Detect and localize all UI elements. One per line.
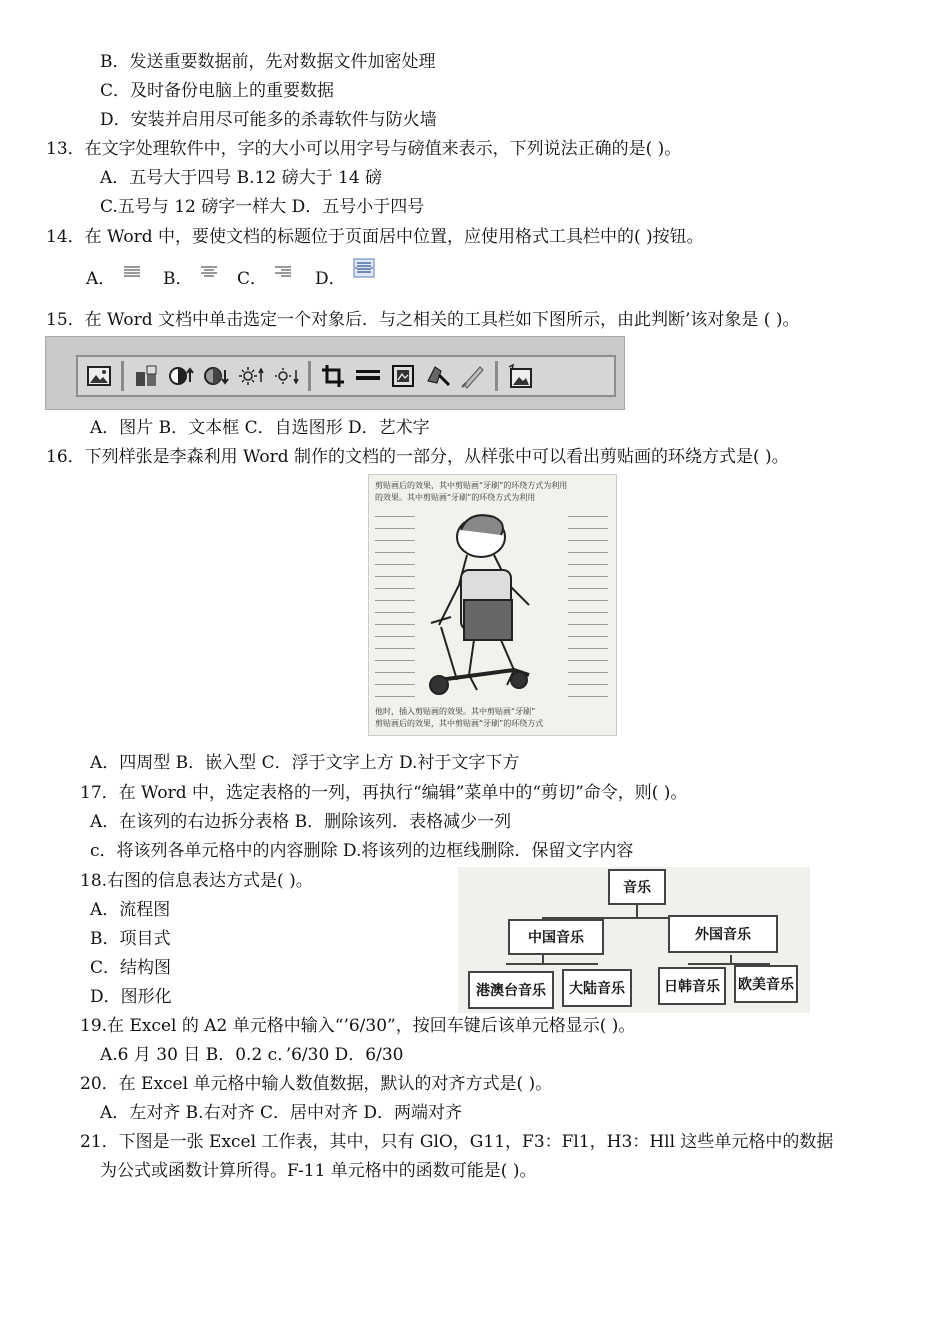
more-contrast-icon	[168, 363, 194, 389]
sample-text-top-2: 的效果。其中剪贴画“牙刷”的环绕方式为利用	[375, 493, 536, 502]
q18-stem: 18.右图的信息表达方式是( )。	[80, 871, 313, 891]
connector	[506, 963, 598, 965]
boy-on-scooter-clipart	[369, 475, 617, 736]
align-center-icon	[200, 264, 218, 280]
q15-stem: 15．在 Word 文档中单击选定一个对象后．与之相关的工具栏如下图所示，由此判断’该对象是 ( )。	[46, 310, 800, 330]
crop-icon	[320, 363, 346, 389]
q14-option-c	[237, 268, 292, 290]
text-wrapping-icon	[390, 363, 416, 389]
picture-toolbar-image	[45, 336, 625, 410]
sample-text-bottom-1: 他时，插入剪贴画的效果。其中剪贴画“牙刷”	[375, 707, 536, 716]
q14-option-a-label: A．	[86, 269, 116, 289]
q18-option-c: C．结构图	[90, 958, 172, 978]
q17-options-1: A．在该列的右边拆分表格 B．删除该列．表格减少一列	[90, 812, 512, 832]
align-justify-icon	[123, 264, 141, 280]
reset-picture-icon	[507, 363, 533, 389]
q13-options-2: C.五号与 12 磅字一样大 D．五号小于四号	[100, 197, 425, 217]
format-picture-icon	[425, 363, 451, 389]
q14-option-d	[315, 268, 375, 290]
node-japan-korea-music: 日韩音乐	[658, 967, 726, 1005]
q17-options-2: c．将该列各单元格中的内容删除 D.将该列的边框线删除．保留文字内容	[90, 841, 634, 861]
q19-stem: 19.在 Excel 的 A2 单元格中输入“’6/30”，按回车键后该单元格显示( )。	[80, 1016, 636, 1036]
q19-options: A.6 月 30 日 B．0.2 c．’6/30 D．6/30	[100, 1045, 404, 1065]
q18-option-a: A．流程图	[90, 900, 171, 920]
align-right-icon	[274, 264, 292, 280]
node-euro-american-music: 欧美音乐	[734, 965, 798, 1003]
q20-options: A．左对齐 B.右对齐 C．居中对齐 D．两端对齐	[100, 1103, 463, 1123]
q16-options: A．四周型 B．嵌入型 C．浮于文字上方 D.衬于文字下方	[90, 753, 520, 773]
q12-option-c: C．及时备份电脑上的重要数据	[100, 81, 335, 101]
q14-option-d-label: D．	[315, 269, 346, 289]
toolbar-separator	[308, 361, 311, 391]
q14-option-b-label: B．	[163, 269, 193, 289]
q18-option-d: D．图形化	[90, 987, 172, 1007]
toolbar-separator	[495, 361, 498, 391]
insert-picture-icon	[86, 363, 112, 389]
node-mainland-music: 大陆音乐	[562, 969, 632, 1007]
q14-stem: 14．在 Word 中，要使文档的标题位于页面居中位置，应使用格式工具栏中的( )按钮。	[46, 227, 704, 247]
q16-stem: 16．下列样张是李森利用 Word 制作的文档的一部分，从样张中可以看出剪贴画的环绕方式是( )。	[46, 447, 789, 467]
more-brightness-icon	[238, 363, 264, 389]
q17-stem: 17．在 Word 中，选定表格的一列，再执行“编辑”菜单中的“剪切”命令，则( )。	[80, 783, 688, 803]
q21-stem-2: 为公式或函数计算所得。F-11 单元格中的函数可能是( )。	[100, 1161, 537, 1181]
q18-option-b: B．项目式	[90, 929, 171, 949]
image-control-icon	[133, 363, 159, 389]
q13-stem: 13．在文字处理软件中，字的大小可以用字号与磅值来表示，下列说法正确的是( )。	[46, 139, 682, 159]
sample-text-bottom-2: 剪贴画后的效果，其中剪贴画“牙刷”的环绕方式	[375, 719, 544, 728]
node-root: 音乐	[608, 869, 666, 905]
less-contrast-icon	[203, 363, 229, 389]
q21-stem-1: 21．下图是一张 Excel 工作表，其中，只有 GlO，G11，F3：Fl1，H3：Hll 这些单元格中的数据	[80, 1132, 834, 1152]
line-style-icon	[355, 363, 381, 389]
q14-option-a	[86, 268, 141, 290]
node-chinese-music: 中国音乐	[508, 919, 604, 955]
q15-options: A．图片 B．文本框 C．自选图形 D．艺术字	[90, 418, 430, 438]
q12-option-d: D．安装并启用尽可能多的杀毒软件与防火墙	[100, 110, 437, 130]
music-structure-diagram	[458, 867, 810, 1013]
clipart-sample-image	[368, 474, 617, 736]
picture-toolbar	[76, 355, 616, 397]
q14-option-b	[163, 268, 218, 290]
q14-option-c-label: C．	[237, 269, 268, 289]
toolbar-separator	[121, 361, 124, 391]
node-foreign-music: 外国音乐	[668, 915, 778, 953]
q13-options-1: A．五号大于四号 B.12 磅大于 14 磅	[100, 168, 383, 188]
set-transparent-color-icon	[460, 363, 486, 389]
q12-option-b: B．发送重要数据前，先对数据文件加密处理	[100, 52, 436, 72]
q20-stem: 20．在 Excel 单元格中输人数值数据，默认的对齐方式是( )。	[80, 1074, 553, 1094]
sample-text-top-1: 剪贴画后的效果，其中剪贴画“牙刷”的环绕方式为利用	[375, 481, 568, 490]
less-brightness-icon	[273, 363, 299, 389]
distributed-align-icon	[353, 258, 375, 278]
node-hk-macau-taiwan-music: 港澳台音乐	[468, 971, 554, 1009]
